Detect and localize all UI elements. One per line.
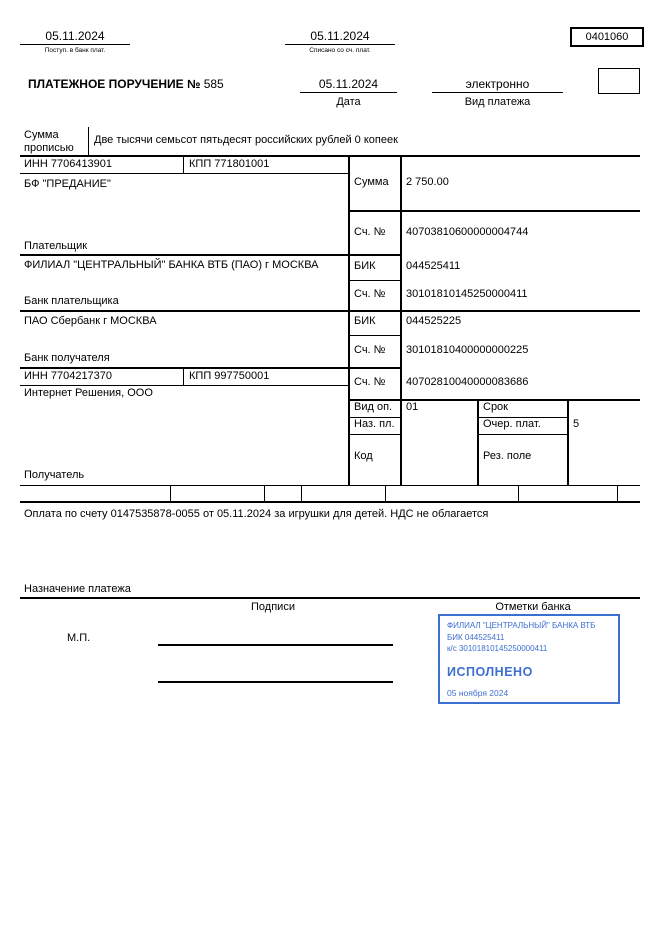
grid-line — [20, 385, 348, 386]
payee-bank-name: ПАО Сбербанк г МОСКВА — [24, 315, 157, 327]
stamp-date: 05 ноября 2024 — [447, 687, 509, 698]
stamp-bank-name: ФИЛИАЛ "ЦЕНТРАЛЬНЫЙ" БАНКА ВТБ — [447, 621, 596, 630]
payer-label: Плательщик — [24, 240, 88, 252]
grid-line — [348, 335, 400, 336]
payer-bank-bik: 044525411 — [406, 260, 461, 272]
grid-line — [477, 399, 479, 485]
payer-inn: ИНН 7706413901 — [24, 158, 113, 170]
grid-line — [183, 367, 184, 385]
payer-name: БФ "ПРЕДАНИЕ" — [24, 178, 111, 190]
grid-line — [400, 155, 402, 485]
payment-purpose-label: Назначение платежа — [24, 583, 131, 595]
payee-kpp: КПП 997750001 — [189, 370, 270, 382]
payment-purpose-text: Оплата по счету 0147535878-0055 от 05.11.2024 за игрушки для детей. НДС не облагается — [24, 508, 489, 520]
grid-line — [183, 155, 184, 173]
payee-bank-bik-label: БИК — [354, 315, 376, 327]
amount-label: Сумма — [354, 176, 389, 188]
payee-bank-bik: 044525225 — [406, 315, 462, 327]
priority-label: Очер. плат. — [483, 418, 541, 430]
payer-bank-name: ФИЛИАЛ "ЦЕНТРАЛЬНЫЙ" БАНКА ВТБ (ПАО) г МОСКВА — [24, 259, 319, 271]
grid-line — [20, 367, 400, 369]
signature-line — [158, 644, 393, 646]
stamp-status: ИСПОЛНЕНО — [447, 664, 533, 679]
grid-line — [20, 310, 640, 312]
amount-words-divider — [88, 127, 89, 156]
grid-line — [264, 485, 265, 502]
grid-line — [20, 173, 348, 174]
bank-marks-label: Отметки банка — [495, 601, 571, 613]
payer-account: 40703810600000004744 — [406, 226, 529, 238]
payer-bank-label: Банк плательщика — [24, 295, 119, 307]
grid-line — [348, 280, 400, 281]
debited-date-label: Списано со сч. плат. — [309, 47, 371, 54]
payer-bank-corr: 30101810145250000411 — [406, 288, 528, 300]
payee-label: Получатель — [24, 469, 85, 481]
grid-line — [348, 210, 640, 212]
payee-account: 40702810040000083686 — [406, 376, 529, 388]
grid-line — [20, 501, 640, 503]
grid-line — [20, 485, 640, 486]
op-type-value: 01 — [406, 401, 419, 413]
payee-bank-label: Банк получателя — [24, 352, 110, 364]
grid-line — [20, 155, 640, 157]
payer-bank-corr-label: Сч. № — [354, 288, 386, 300]
form-code-box — [570, 27, 644, 47]
grid-line — [301, 485, 302, 502]
payee-bank-corr: 30101810400000000225 — [406, 344, 529, 356]
received-date-field: 05.11.2024 — [20, 29, 130, 45]
stamp-bik: БИК 044525411 — [447, 632, 505, 642]
signatures-label: Подписи — [251, 601, 295, 613]
date-label: Дата — [336, 96, 361, 108]
date-field: 05.11.2024 — [300, 77, 397, 93]
payment-type-label: Вид платежа — [464, 96, 531, 108]
payee-name: Интернет Решения, ООО — [24, 387, 153, 399]
payee-inn: ИНН 7704217370 — [24, 370, 113, 382]
grid-line — [385, 485, 386, 502]
form-code: 0401060 — [585, 31, 629, 43]
payer-account-label: Сч. № — [354, 226, 386, 238]
received-date-label: Поступ. в банк плат. — [44, 47, 106, 54]
grid-line — [518, 485, 519, 502]
grid-line — [348, 155, 350, 485]
amount-in-words-label: Сумма прописью — [24, 129, 74, 154]
amount-in-words-value: Две тысячи семьсот пятьдесят российских рублей 0 копеек — [94, 134, 398, 146]
payer-bank-bik-label: БИК — [354, 260, 376, 272]
amount-value: 2 750.00 — [406, 176, 449, 188]
payee-account-label: Сч. № — [354, 376, 386, 388]
code-label: Код — [354, 450, 373, 462]
grid-line — [348, 434, 400, 435]
term-label: Срок — [483, 401, 508, 413]
title-text: ПЛАТЕЖНОЕ ПОРУЧЕНИЕ № — [28, 77, 201, 91]
priority-value: 5 — [573, 418, 580, 430]
grid-line — [170, 485, 171, 502]
stamp-corr-account: к/с 30101810145250000411 — [447, 644, 548, 653]
payment-type-field: электронно — [432, 77, 563, 93]
purpose-code-label: Наз. пл. — [354, 418, 395, 430]
signature-line — [158, 681, 393, 683]
payer-kpp: КПП 771801001 — [189, 158, 270, 170]
reserve-field-label: Рез. поле — [483, 450, 532, 462]
document-number: 585 — [203, 77, 224, 91]
document-title — [28, 77, 224, 91]
grid-line — [617, 485, 618, 502]
grid-line — [567, 399, 569, 485]
grid-line — [20, 254, 400, 256]
grid-line — [477, 434, 567, 435]
op-type-label: Вид оп. — [354, 401, 393, 413]
stamp-place-label: М.П. — [67, 632, 91, 644]
grid-line — [20, 597, 640, 599]
debited-date-field: 05.11.2024 — [285, 29, 395, 45]
bank-stamp — [438, 614, 620, 704]
payee-bank-corr-label: Сч. № — [354, 344, 386, 356]
header-empty-box — [598, 68, 640, 94]
